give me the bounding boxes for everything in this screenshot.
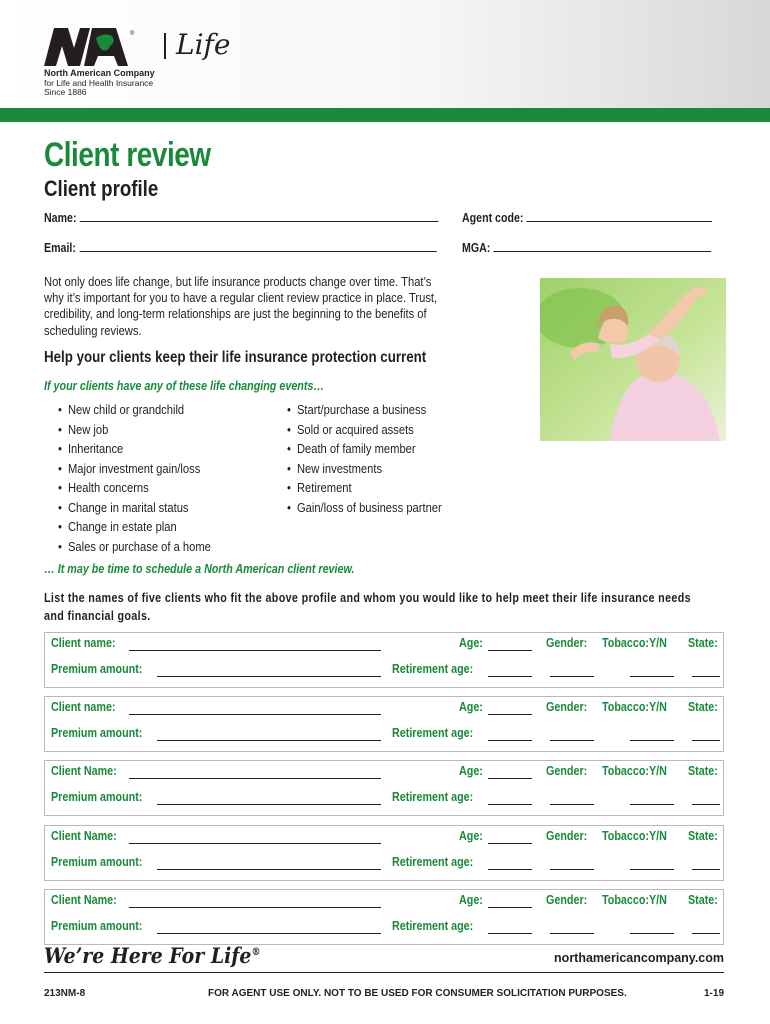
retirement-age-input[interactable] — [488, 676, 532, 677]
tobacco-label: Tobacco:Y/N — [602, 700, 667, 714]
premium-input[interactable] — [157, 804, 381, 805]
agent-code-input-line[interactable] — [527, 209, 712, 222]
list-item: • Retirement — [287, 478, 442, 498]
instruction-text: List the names of five clients who fit the above profile and whom you would like to help meet their life insurance needs and financial goals. — [44, 591, 691, 623]
premium-input[interactable] — [157, 933, 381, 934]
events-list-left — [58, 400, 211, 556]
premium-label: Premium amount: — [51, 855, 143, 869]
state-input[interactable] — [692, 676, 720, 677]
name-label: Name: — [44, 211, 77, 225]
client-name-input[interactable] — [129, 907, 381, 908]
gender-label: Gender: — [546, 636, 588, 650]
age-label: Age: — [459, 700, 483, 714]
agent-code-field[interactable] — [462, 209, 712, 225]
gender-label: Gender: — [546, 893, 588, 907]
list-item: • New investments — [287, 459, 442, 479]
retirement-age-input[interactable] — [488, 869, 532, 870]
email-field[interactable] — [44, 239, 436, 255]
age-label: Age: — [459, 829, 483, 843]
events-heading: If your clients have any of these life changing events… — [44, 379, 325, 393]
email-label: Email: — [44, 241, 76, 255]
tobacco-input[interactable] — [630, 933, 674, 934]
premium-input[interactable] — [157, 676, 381, 677]
state-input[interactable] — [692, 740, 720, 741]
section-heading: Help your clients keep their life insurance protection current — [44, 349, 427, 366]
list-item: • Sold or acquired assets — [287, 420, 442, 440]
list-item: • Death of family member — [287, 439, 442, 459]
retirement-age-label: Retirement age: — [392, 726, 474, 740]
client-name-input[interactable] — [129, 778, 381, 779]
age-label: Age: — [459, 636, 483, 650]
client-name-label: Client name: — [51, 700, 116, 714]
mga-field[interactable] — [462, 239, 711, 255]
list-item: • New child or grandchild — [58, 400, 211, 420]
premium-label: Premium amount: — [51, 919, 143, 933]
state-label: State: — [688, 829, 718, 843]
list-item: • Major investment gain/loss — [58, 459, 211, 479]
tobacco-label: Tobacco:Y/N — [602, 764, 667, 778]
client-name-input[interactable] — [129, 843, 381, 844]
list-item: • Sales or purchase of a home — [58, 537, 211, 557]
retirement-age-label: Retirement age: — [392, 919, 474, 933]
disclaimer: FOR AGENT USE ONLY. NOT TO BE USED FOR CONSUMER SOLICITATION PURPOSES. — [208, 988, 627, 999]
form-number: 213NM-8 — [44, 988, 86, 999]
client-name-label: Client Name: — [51, 829, 117, 843]
state-input[interactable] — [692, 804, 720, 805]
list-item: • Gain/loss of business partner — [287, 498, 442, 518]
age-input[interactable] — [488, 843, 532, 844]
age-input[interactable] — [488, 650, 532, 651]
client-name-label: Client Name: — [51, 893, 117, 907]
client-name-label: Client name: — [51, 636, 116, 650]
list-item: • Change in marital status — [58, 498, 211, 518]
gender-input[interactable] — [550, 933, 594, 934]
tobacco-input[interactable] — [630, 676, 674, 677]
name-input-line[interactable] — [80, 209, 439, 222]
client-entry — [44, 632, 724, 688]
page-header — [0, 0, 770, 108]
grandmother-child-photo — [540, 278, 726, 441]
logo-divider — [164, 33, 166, 59]
list-item: • Change in estate plan — [58, 517, 211, 537]
age-label: Age: — [459, 764, 483, 778]
retirement-age-label: Retirement age: — [392, 790, 474, 804]
company-tagline — [44, 69, 155, 98]
tobacco-input[interactable] — [630, 740, 674, 741]
email-input-line[interactable] — [79, 239, 436, 252]
closing-statement: … It may be time to schedule a North American client review. — [44, 562, 355, 576]
tobacco-label: Tobacco:Y/N — [602, 636, 667, 650]
revision-date: 1-19 — [703, 988, 724, 999]
slogan — [44, 943, 260, 968]
header-green-bar — [0, 108, 770, 122]
product-name: Life — [176, 28, 231, 61]
list-item: • Health concerns — [58, 478, 211, 498]
age-input[interactable] — [488, 907, 532, 908]
premium-input[interactable] — [157, 740, 381, 741]
client-entry — [44, 889, 724, 945]
slogan-mark: ® — [251, 947, 261, 958]
list-item: • Start/purchase a business — [287, 400, 442, 420]
state-label: State: — [688, 764, 718, 778]
client-name-input[interactable] — [129, 714, 381, 715]
client-entry — [44, 825, 724, 881]
client-name-label: Client Name: — [51, 764, 117, 778]
gender-label: Gender: — [546, 764, 588, 778]
age-input[interactable] — [488, 714, 532, 715]
client-name-input[interactable] — [129, 650, 381, 651]
gender-label: Gender: — [546, 829, 588, 843]
state-input[interactable] — [692, 869, 720, 870]
tobacco-label: Tobacco:Y/N — [602, 893, 667, 907]
premium-label: Premium amount: — [51, 726, 143, 740]
gender-input[interactable] — [550, 740, 594, 741]
state-input[interactable] — [692, 933, 720, 934]
premium-label: Premium amount: — [51, 662, 143, 676]
retirement-age-input[interactable] — [488, 933, 532, 934]
list-item: • New job — [58, 420, 211, 440]
mga-label: MGA: — [462, 241, 491, 255]
age-input[interactable] — [488, 778, 532, 779]
company-since: Since 1886 — [44, 87, 87, 97]
tobacco-label: Tobacco:Y/N — [602, 829, 667, 843]
retirement-age-input[interactable] — [488, 740, 532, 741]
company-sub: for Life and Health Insurance — [44, 77, 154, 88]
website-link[interactable]: northamericancompany.com — [554, 951, 724, 965]
company-name: North American Company — [44, 68, 155, 78]
mga-input-line[interactable] — [494, 239, 712, 252]
retirement-age-label: Retirement age: — [392, 662, 474, 676]
slogan-text: We’re Here For Life — [44, 943, 252, 968]
north-american-logo — [44, 26, 154, 68]
footer-divider — [44, 972, 724, 973]
list-item: • Inheritance — [58, 439, 211, 459]
tobacco-input[interactable] — [630, 869, 674, 870]
gender-input[interactable] — [550, 869, 594, 870]
premium-input[interactable] — [157, 869, 381, 870]
events-list-right — [287, 400, 442, 517]
intro-paragraph: Not only does life change, but life insurance products change over time. That’s why it’s important for you to have a regular client review practice in place. Trust, credibility, and long-term relationships are just the beginning to the benefits of scheduling reviews. — [44, 274, 438, 338]
retirement-age-label: Retirement age: — [392, 855, 474, 869]
age-label: Age: — [459, 893, 483, 907]
name-field[interactable] — [44, 209, 439, 225]
state-label: State: — [688, 700, 718, 714]
retirement-age-input[interactable] — [488, 804, 532, 805]
client-entry — [44, 760, 724, 816]
gender-input[interactable] — [550, 676, 594, 677]
state-label: State: — [688, 636, 718, 650]
client-entry — [44, 696, 724, 752]
page-subtitle: Client profile — [44, 176, 159, 201]
gender-label: Gender: — [546, 700, 588, 714]
tobacco-input[interactable] — [630, 804, 674, 805]
agent-code-label: Agent code: — [462, 211, 524, 225]
page-title: Client review — [44, 136, 211, 174]
gender-input[interactable] — [550, 804, 594, 805]
state-label: State: — [688, 893, 718, 907]
svg-text:®: ® — [130, 31, 135, 37]
premium-label: Premium amount: — [51, 790, 143, 804]
